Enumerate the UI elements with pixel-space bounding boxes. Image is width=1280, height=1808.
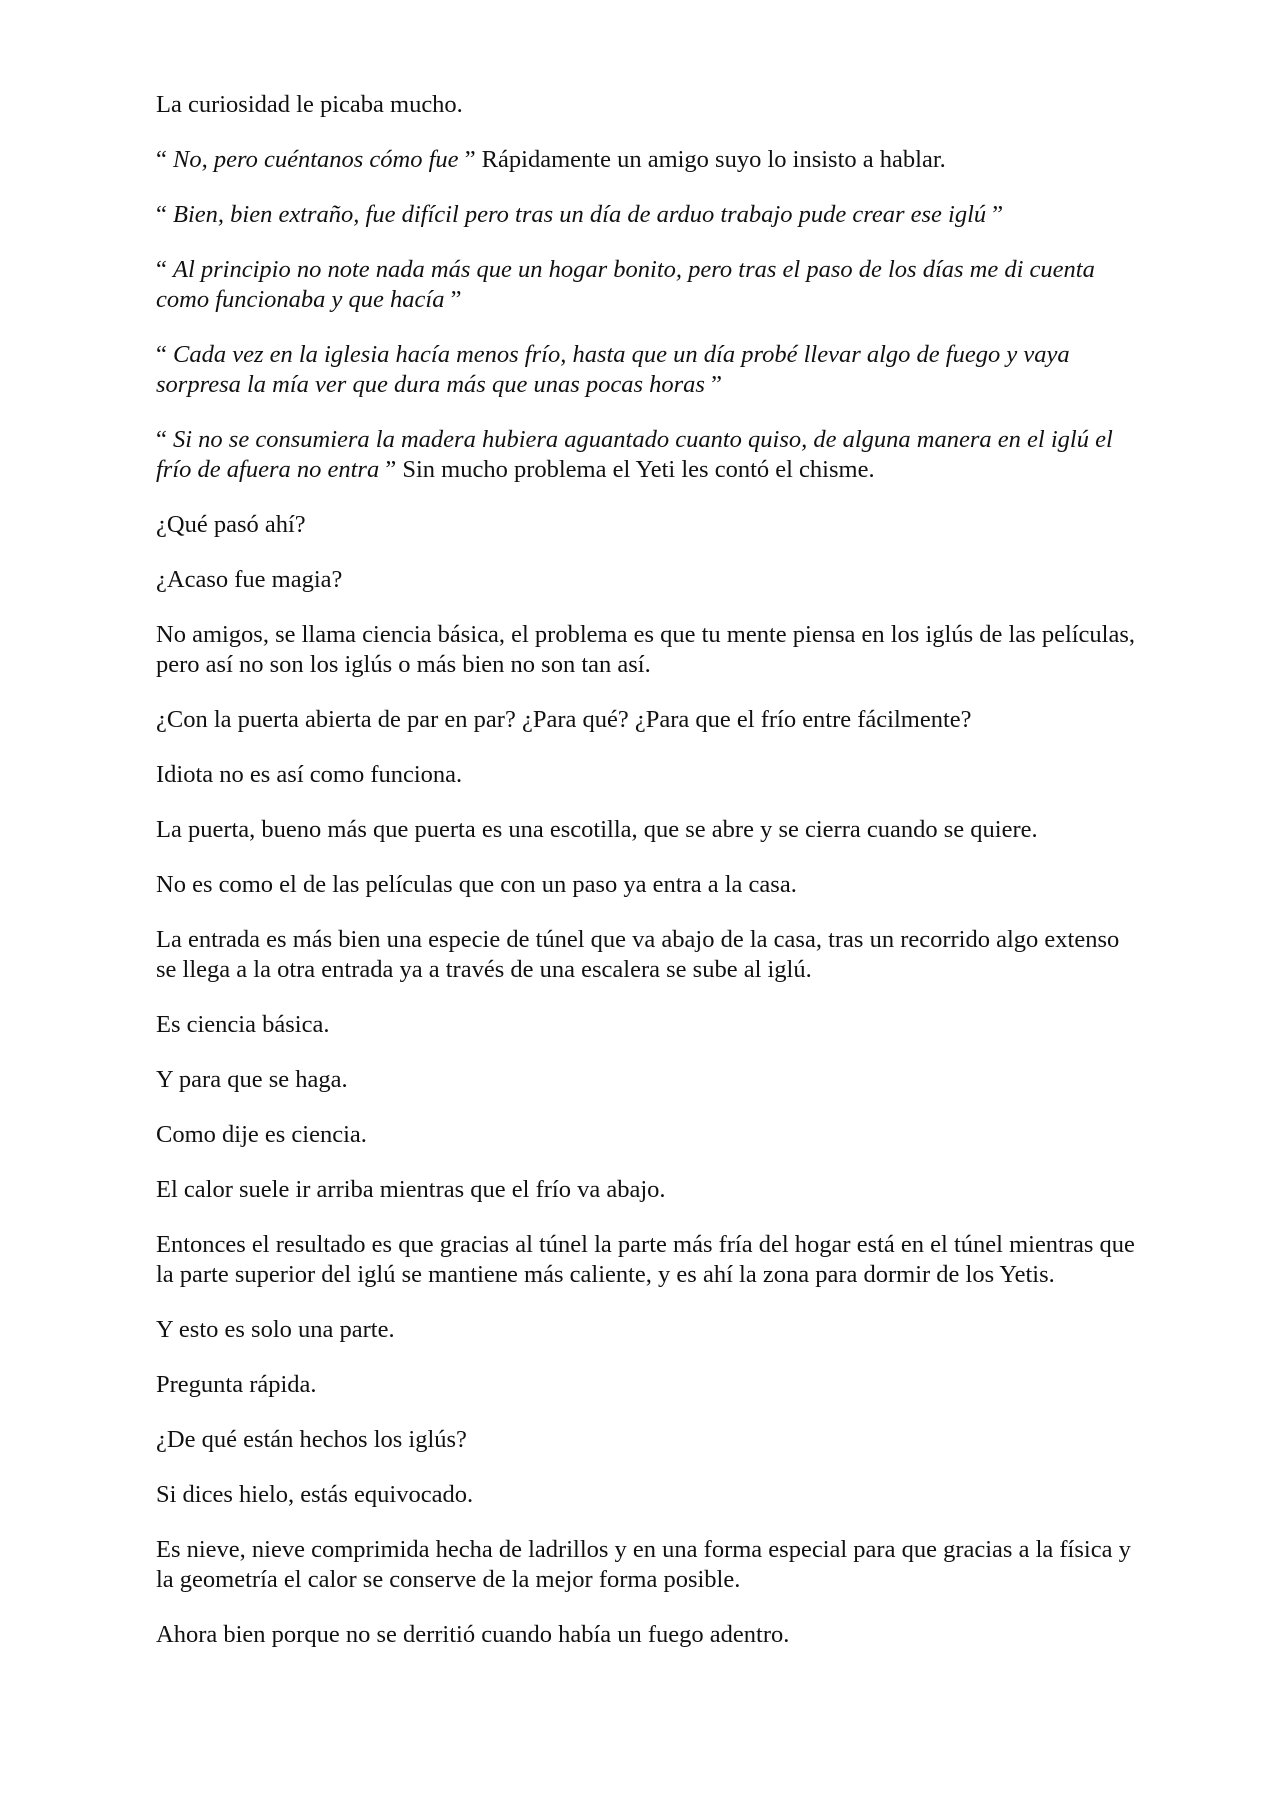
paragraph bbox=[156, 925, 1136, 985]
body-text: ¿Con la puerta abierta de par en par? ¿Para qué? ¿Para que el frío entre fácilmente? bbox=[156, 706, 972, 733]
body-text: “ bbox=[156, 426, 173, 453]
body-text: Y para que se haga. bbox=[156, 1066, 348, 1093]
body-text: “ bbox=[156, 146, 173, 173]
paragraph bbox=[156, 1230, 1136, 1290]
italic-dialogue-text: Si no se consumiera la madera hubiera aguantado cuanto quiso, de alguna manera en el iglú el frío de afuera no entra bbox=[156, 426, 1113, 483]
body-text: Si dices hielo, estás equivocado. bbox=[156, 1481, 474, 1508]
body-text: La entrada es más bien una especie de túnel que va abajo de la casa, tras un recorrido algo extenso se llega a la otra entrada ya a través de una escalera se sube al iglú. bbox=[156, 926, 1120, 983]
body-text: ” Rápidamente un amigo suyo lo insisto a hablar. bbox=[458, 146, 946, 173]
paragraph bbox=[156, 90, 1136, 120]
paragraph bbox=[156, 620, 1136, 680]
document-page bbox=[156, 90, 1136, 1675]
paragraph bbox=[156, 340, 1136, 400]
body-text: Como dije es ciencia. bbox=[156, 1121, 367, 1148]
paragraph bbox=[156, 1535, 1136, 1595]
paragraph bbox=[156, 760, 1136, 790]
body-text: ” bbox=[986, 201, 1004, 228]
paragraph bbox=[156, 425, 1136, 485]
paragraph bbox=[156, 870, 1136, 900]
paragraph bbox=[156, 1480, 1136, 1510]
body-text: No es como el de las películas que con un paso ya entra a la casa. bbox=[156, 871, 797, 898]
italic-dialogue-text: Al principio no note nada más que un hogar bonito, pero tras el paso de los días me di cuenta como funcionaba y que hacía bbox=[156, 256, 1095, 313]
body-text: Es ciencia básica. bbox=[156, 1011, 330, 1038]
body-text: El calor suele ir arriba mientras que el frío va abajo. bbox=[156, 1176, 666, 1203]
paragraph bbox=[156, 1175, 1136, 1205]
body-text: ” Sin mucho problema el Yeti les contó el chisme. bbox=[379, 456, 875, 483]
body-text: Es nieve, nieve comprimida hecha de ladrillos y en una forma especial para que gracias a la física y la geometría el calor se conserve de la mejor forma posible. bbox=[156, 1536, 1131, 1593]
body-text: ” bbox=[704, 371, 722, 398]
body-text: ” bbox=[444, 286, 462, 313]
body-text: ¿Acaso fue magia? bbox=[156, 566, 343, 593]
body-text: La puerta, bueno más que puerta es una escotilla, que se abre y se cierra cuando se quiere. bbox=[156, 816, 1038, 843]
paragraph bbox=[156, 1315, 1136, 1345]
body-text: “ bbox=[156, 341, 173, 368]
paragraph bbox=[156, 1370, 1136, 1400]
body-text: No amigos, se llama ciencia básica, el problema es que tu mente piensa en los iglús de las películas, pero así no son los iglús o más bien no son tan así. bbox=[156, 621, 1136, 678]
body-text: Idiota no es así como funciona. bbox=[156, 761, 463, 788]
paragraph bbox=[156, 255, 1136, 315]
body-text: Y esto es solo una parte. bbox=[156, 1316, 395, 1343]
body-text: ¿Qué pasó ahí? bbox=[156, 511, 306, 538]
paragraph bbox=[156, 1425, 1136, 1455]
paragraph bbox=[156, 145, 1136, 175]
paragraph bbox=[156, 1010, 1136, 1040]
body-text: “ bbox=[156, 201, 173, 228]
paragraph bbox=[156, 565, 1136, 595]
body-text: Pregunta rápida. bbox=[156, 1371, 317, 1398]
body-text: La curiosidad le picaba mucho. bbox=[156, 91, 463, 118]
paragraph bbox=[156, 200, 1136, 230]
paragraph bbox=[156, 815, 1136, 845]
italic-dialogue-text: Cada vez en la iglesia hacía menos frío, hasta que un día probé llevar algo de fuego y vaya sorpresa la mía ver que dura más que unas pocas horas bbox=[156, 341, 1070, 398]
italic-dialogue-text: No, pero cuéntanos cómo fue bbox=[173, 146, 459, 173]
body-text: ¿De qué están hechos los iglús? bbox=[156, 1426, 467, 1453]
paragraph bbox=[156, 1065, 1136, 1095]
body-text: “ bbox=[156, 256, 173, 283]
body-text: Ahora bien porque no se derritió cuando había un fuego adentro. bbox=[156, 1621, 790, 1648]
paragraph bbox=[156, 510, 1136, 540]
paragraph bbox=[156, 1120, 1136, 1150]
italic-dialogue-text: Bien, bien extraño, fue difícil pero tras un día de arduo trabajo pude crear ese iglú bbox=[173, 201, 987, 228]
body-text: Entonces el resultado es que gracias al túnel la parte más fría del hogar está en el túnel mientras que la parte superior del iglú se mantiene más caliente, y es ahí la zona para dormir de los Yetis. bbox=[156, 1231, 1135, 1288]
paragraph bbox=[156, 705, 1136, 735]
paragraph bbox=[156, 1620, 1136, 1650]
